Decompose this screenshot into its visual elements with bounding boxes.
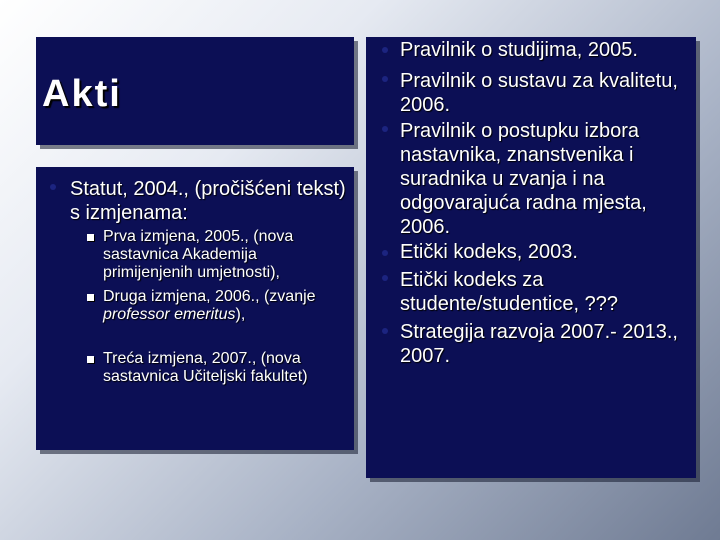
left-item: Statut, 2004., (pročišćeni tekst) s izmjenama:	[70, 178, 346, 224]
bullet-dot	[382, 250, 388, 256]
bullet-dot	[382, 47, 388, 53]
subitem-marker	[87, 356, 94, 363]
right-item-4: Etički kodeks, 2003.	[400, 241, 578, 263]
subitem-2	[103, 288, 348, 324]
right-item-6: Strategija razvoja 2007.- 2013., 2007.	[400, 321, 678, 367]
bullet-dot	[382, 275, 388, 281]
right-item-5: Etički kodeks za studente/studentice, ???	[400, 269, 618, 315]
right-item-1: Pravilnik o studijima, 2005.	[400, 39, 638, 61]
bullet-dot	[382, 76, 388, 82]
subitem-2-suffix: ),	[235, 306, 246, 323]
bullet-dot	[50, 184, 56, 190]
subitem-2-text: Druga izmjena, 2006., (zvanje	[103, 288, 316, 305]
subitem-marker	[87, 294, 94, 301]
subitem-1: Prva izmjena, 2005., (nova sastavnica Akademija primijenjenih umjetnosti),	[103, 228, 294, 281]
right-item-3: Pravilnik o postupku izbora nastavnika, znanstvenika i suradnika u zvanja i na odgovarajuća radna mjesta, 2006.	[400, 120, 647, 238]
subitem-marker	[87, 234, 94, 241]
subitem-2-italic: professor emeritus	[103, 306, 236, 323]
slide-title: Akti	[42, 73, 122, 115]
right-item-2: Pravilnik o sustavu za kvalitetu, 2006.	[400, 70, 678, 116]
bullet-dot	[382, 328, 388, 334]
subitem-3: Treća izmjena, 2007., (nova sastavnica Učiteljski fakultet)	[103, 350, 308, 385]
bullet-dot	[382, 126, 388, 132]
